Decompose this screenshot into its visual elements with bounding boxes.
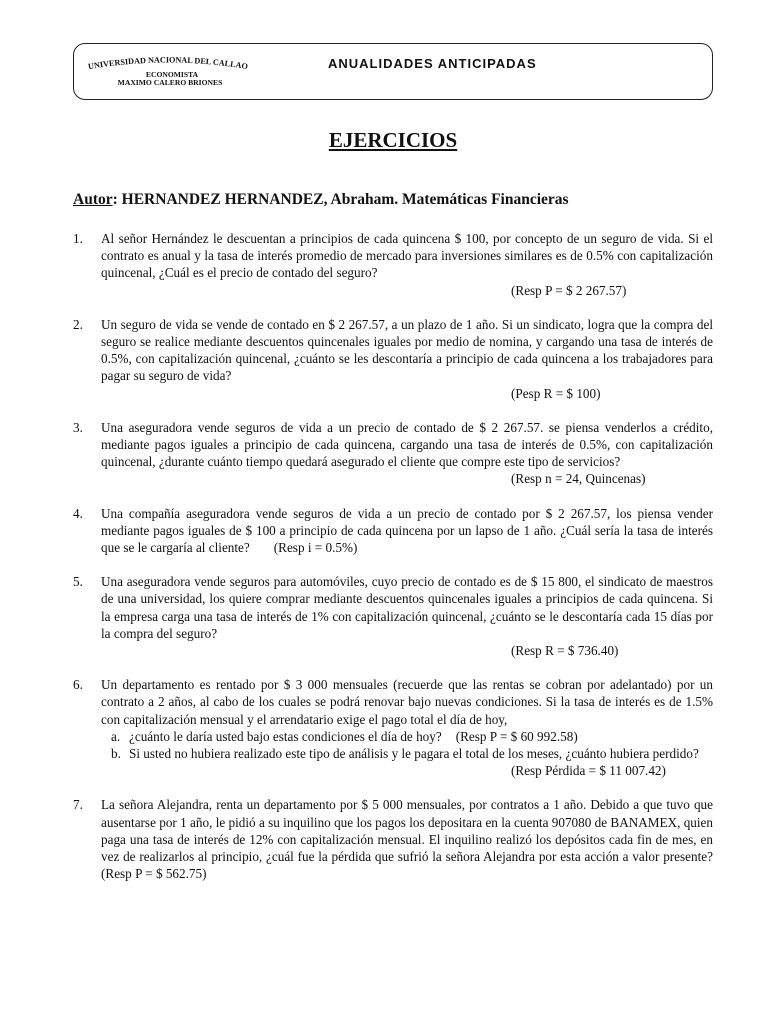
- exercise-number: 4.: [73, 505, 83, 521]
- svg-text:UNIVERSIDAD NACIONAL DEL CALLA: [87, 55, 248, 71]
- subitem-label: b.: [111, 746, 121, 762]
- exercise-number: 1.: [73, 231, 83, 246]
- exercise-text: Una compañía aseguradora vende seguros de vida a un precio de contado por $ 2 267.57, los piensa vender mediante pagos iguales de $ 100 a principio de cada quincena por un lapso de 1 año. ¿Cuál sería la tasa de interés que se le cargaría al cliente?: [101, 505, 713, 556]
- logo-line-1: UNIVERSIDAD NACIONAL DEL CALLAO: [87, 55, 249, 72]
- header-title: ANUALIDADES ANTICIPADAS: [328, 56, 537, 71]
- exercise-item: [73, 796, 713, 882]
- exercise-item: [73, 316, 713, 402]
- exercise-item: [73, 573, 713, 659]
- page-title: EJERCICIOS: [328, 128, 458, 152]
- exercise-text: La señora Alejandra, renta un departamento por $ 5 000 mensuales, por contratos a 1 año. Debido a que tuvo que ausentarse por 1 año, le pidió a su inquilino que los pagos los depositara en la cuenta 907080 de BANAMEX, quien paga una tasa de interés de 12% con capitalización mensual. El inquilino realizó los depósitos cada fin de mes, en vez de realizarlos al principio, ¿cuál fue la pérdida que sufrió la señora Alejandra por esta acción a valor presente?: [101, 797, 713, 865]
- author-separator: :: [112, 191, 118, 208]
- exercise-answer: (Pesp R = $ 100): [511, 385, 601, 401]
- exercise-text: Un departamento es rentado por $ 3 000 mensuales (recuerde que las rentas se cobran por adelantado) por un contrato a 2 años, al cabo de los cuales se podrá renovar bajo nuevas condiciones. Si la tasa de interés es de 1.5% con capitalización mensual y el arrendatario exige el pago total el día de hoy,: [101, 677, 713, 727]
- author-line: [73, 191, 569, 209]
- subitem-text: Si usted no hubiera realizado este tipo de análisis y le pagara el total de los meses, ¿cuánto hubiera perdido?: [129, 746, 699, 762]
- exercise-item: [73, 505, 713, 557]
- author-label: Autor: [73, 191, 113, 208]
- exercise-subitem: [101, 745, 713, 779]
- exercise-item: [73, 230, 713, 299]
- exercise-item: [73, 676, 713, 779]
- exercise-text: Al señor Hernández le descuentan a principios de cada quincena $ 100, por concepto de un seguro de vida. Si el contrato es anual y la tasa de interés promedio de mercado para inversiones similares es de 0.5% con capitalización quincenal, ¿Cuál es el precio de contado del seguro?: [101, 231, 713, 281]
- exercise-text: Una aseguradora vende seguros de vida a un precio de contado de $ 2 267.57. se piensa venderlos a crédito, mediante pagos iguales a principio de cada quincena, cargando una tasa de interés de 0.5%, con capitalización quincenal, ¿durante cuánto tiempo quedará asegurado el cliente que compre este tipo de servicios?: [101, 419, 713, 470]
- logo-line-2: ECONOMISTA: [145, 70, 199, 79]
- subitem-text: ¿cuánto le daría usted bajo estas condiciones el día de hoy?: [129, 728, 442, 744]
- exercise-number: 7.: [73, 797, 83, 813]
- exercise-number: 2.: [73, 316, 83, 332]
- subitem-label: a.: [111, 728, 121, 744]
- subitem-answer: (Resp P = $ 60 992.58): [455, 728, 578, 744]
- exercise-answer: (Resp i = 0.5%): [273, 540, 358, 556]
- exercise-number: 3.: [73, 419, 83, 435]
- exercise-answer: (Resp R = $ 736.40): [511, 643, 619, 659]
- author-text: HERNANDEZ HERNANDEZ, Abraham. Matemáticas Financieras: [117, 191, 569, 208]
- subitem-answer: (Resp Pérdida = $ 11 007.42): [511, 763, 666, 779]
- exercise-answer: (Resp n = 24, Quincenas): [511, 471, 646, 487]
- exercise-number: 6.: [73, 677, 83, 693]
- exercise-answer: (Resp P = $ 562.75): [101, 866, 207, 882]
- exercise-subitem: [101, 728, 713, 745]
- exercise-text: Un seguro de vida se vende de contado en $ 2 267.57, a un plazo de 1 año. Si un sindicato, logra que la compra del seguro se realice mediante descuentos quincenales iguales por medio de nomina, y cargando una tasa de interés de 0.5%, con capitalización quincenal, ¿cuánto se les descontaría a principio de cada quincena a los trabajadores para pagar su seguro de vida?: [101, 316, 713, 384]
- exercise-text: Una aseguradora vende seguros para automóviles, cuyo precio de contado es de $ 15 800, el sindicato de maestros de una universidad, los quiere comprar mediante descuentos quincenales iguales a principios de cada quincena. Si la empresa carga una tasa de interés de 1% con capitalización quincenal, ¿cuánto se le descontaría cada 15 días por la compra del seguro?: [101, 574, 713, 641]
- exercise-number: 5.: [73, 574, 83, 590]
- exercise-item: [73, 419, 713, 488]
- exercise-list: [73, 230, 713, 900]
- logo-line-3: MAXIMO CALERO BRIONES: [117, 78, 223, 87]
- university-logo: [80, 55, 255, 91]
- exercise-answer: (Resp P = $ 2 267.57): [511, 282, 627, 298]
